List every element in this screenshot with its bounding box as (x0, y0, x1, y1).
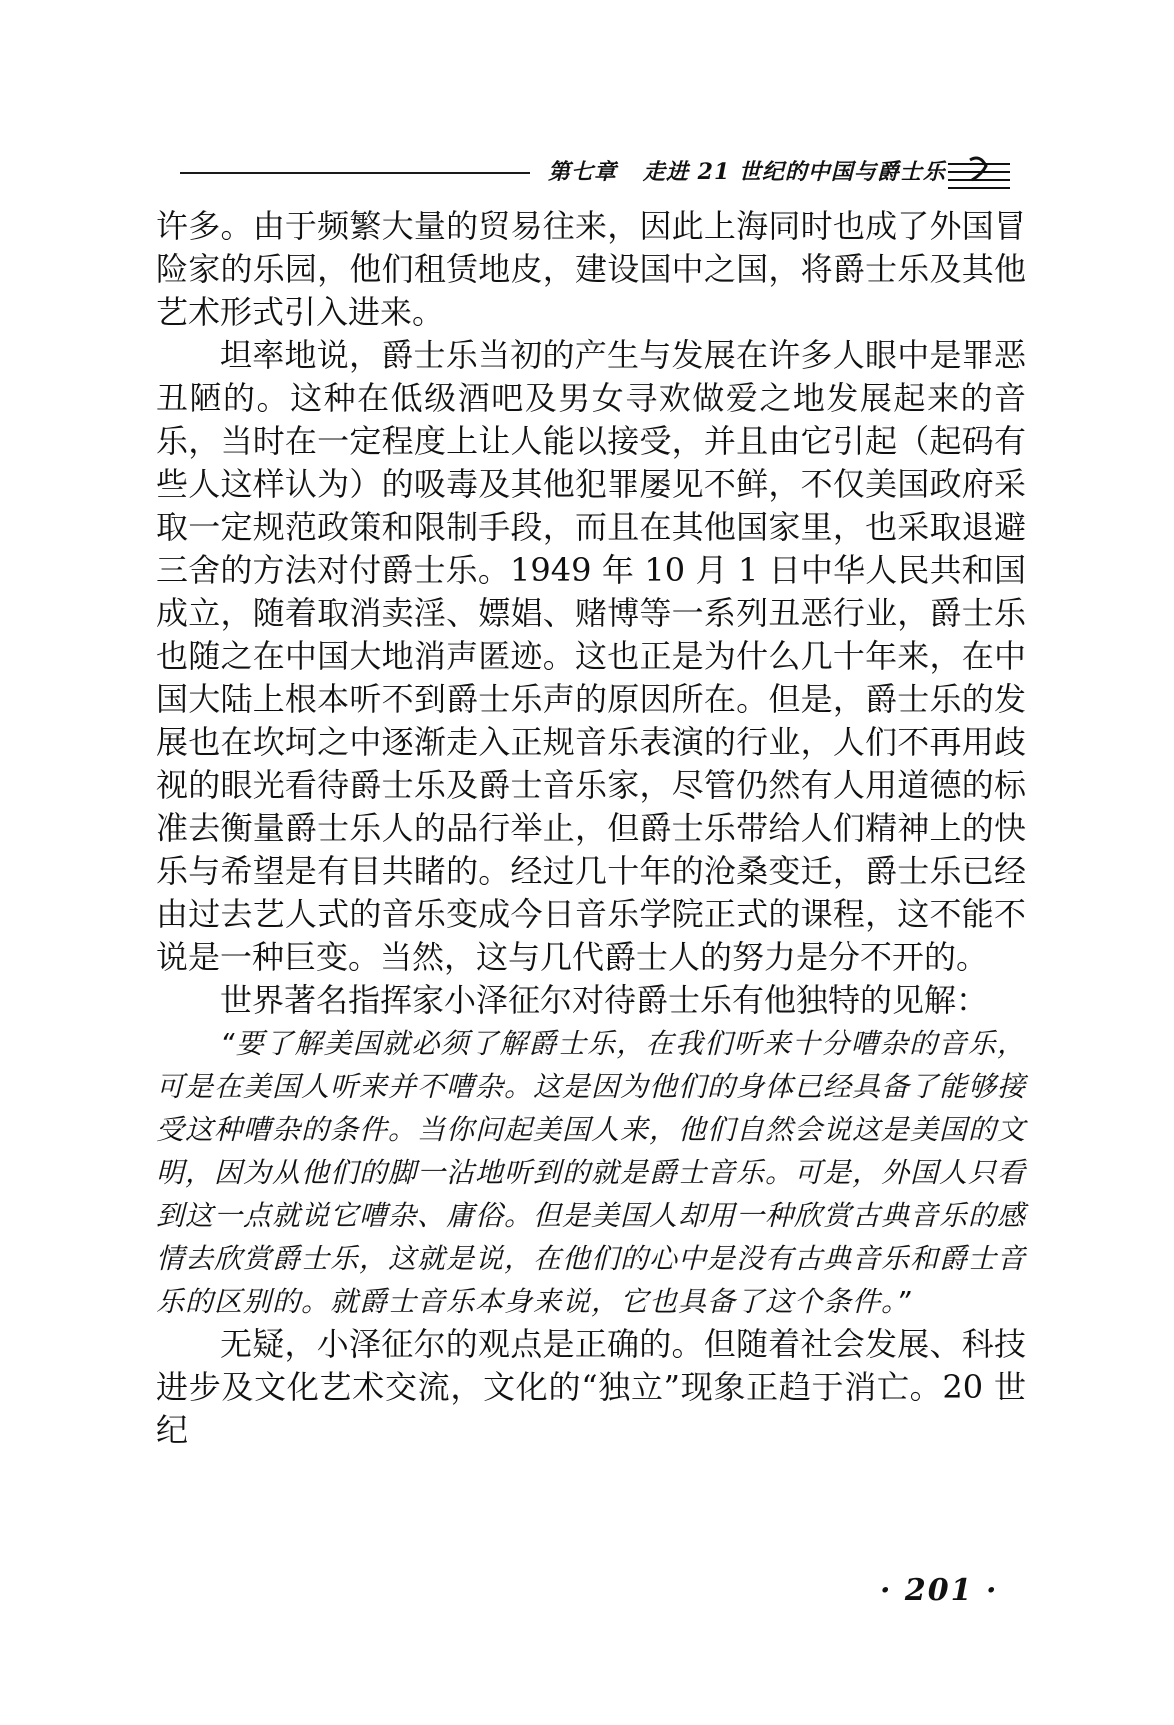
paragraph: 世界著名指挥家小泽征尔对待爵士乐有他独特的见解： (220, 981, 989, 1019)
music-notes-icon (946, 154, 1012, 194)
page-number: · 201 · (880, 1573, 999, 1608)
quotation-text: “要了解美国就必须了解爵士乐，在我们听来十分嘈杂的音乐，可是在美国人听来并不嘈杂。这是因为他们的身体已经具备了能够接受这种嘈杂的条件。当你问起美国人来，他们自然会说这是美国的文明，因为从他们的脚一沾地听到的就是爵士音乐。可是，外国人只看到这一点就说它嘈杂、庸俗。但是美国人却用一种欣赏古典音乐的感情去欣赏爵士乐，这就是说，在他们的心中是没有古典音乐和爵士音乐的区别的。就爵士音乐本身来说，它也具备了这个条件。” (156, 1027, 1027, 1318)
paragraph: 许多。由于频繁大量的贸易往来，因此上海同时也成了外国冒险家的乐园，他们租赁地皮，建设国中之国，将爵士乐及其他艺术形式引入进来。 (156, 207, 1026, 331)
paragraph: 坦率地说，爵士乐当初的产生与发展在许多人眼中是罪恶丑陋的。这种在低级酒吧及男女寻欢做爱之地发展起来的音乐，当时在一定程度上让人能以接受，并且由它引起（起码有些人这样认为）的吸毒及其他犯罪屡见不鲜，不仅美国政府采取一定规范政策和限制手段，而且在其他国家里，也采取退避三舍的方法对付爵士乐。1949 年 10 月 1 日中华人民共和国成立，随着取消卖淫、嫖娼、赌博等一系列丑恶行业，爵士乐也随之在中国大地消声匿迹。这也正是为什么几十年来，在中国大陆上根本听不到爵士乐声的原因所在。但是，爵士乐的发展也在坎坷之中逐渐走入正规音乐表演的行业，人们不再用歧视的眼光看待爵士乐及爵士音乐家，尽管仍然有人用道德的标准去衡量爵士乐人的品行举止，但爵士乐带给人们精神上的快乐与希望是有目共睹的。经过几十年的沧桑变迁，爵士乐已经由过去艺人式的音乐变成今日音乐学院正式的课程，这不能不说是一种巨变。当然，这与几代爵士人的努力是分不开的。 (156, 336, 1026, 976)
chapter-title: 走进 21 世纪的中国与爵士乐 (643, 159, 946, 185)
running-header (548, 155, 946, 186)
quotation-block (156, 1022, 1026, 1323)
page-body (156, 205, 1026, 1452)
paragraph: 无疑，小泽征尔的观点是正确的。但随着社会发展、科技进步及文化艺术交流，文化的“独立”现象正趋于消亡。20 世纪 (156, 1325, 1026, 1449)
chapter-label: 第七章 (548, 159, 618, 185)
running-header-rule (180, 172, 530, 174)
